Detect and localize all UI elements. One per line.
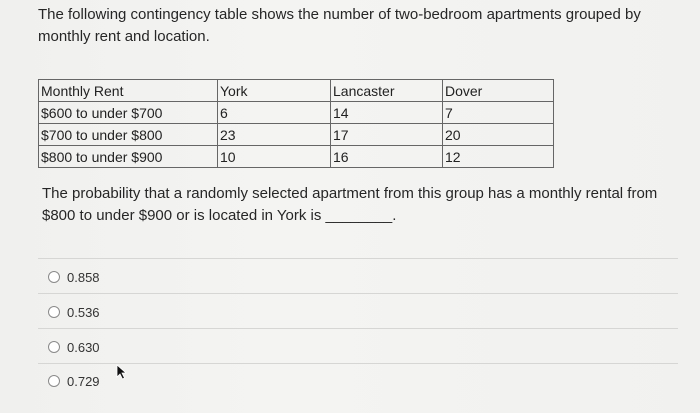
table-cell: 16 [331, 146, 443, 168]
header-lancaster: Lancaster [331, 80, 443, 102]
table-cell: 20 [443, 124, 554, 146]
radio-button[interactable] [48, 375, 60, 387]
table-cell: 12 [443, 146, 554, 168]
table-row [39, 124, 554, 146]
header-york: York [218, 80, 331, 102]
table-cell: 14 [331, 102, 443, 124]
radio-button[interactable] [48, 306, 60, 318]
mouse-pointer-icon [116, 364, 128, 380]
header-monthly-rent: Monthly Rent [39, 80, 218, 102]
table-cell: 17 [331, 124, 443, 146]
radio-button[interactable] [48, 271, 60, 283]
answer-option-label: 0.858 [67, 269, 100, 285]
header-dover: Dover [443, 80, 554, 102]
table-cell: 6 [218, 102, 331, 124]
radio-button[interactable] [48, 341, 60, 353]
divider [38, 258, 678, 259]
answer-option-2[interactable] [48, 302, 100, 322]
probability-question: The probability that a randomly selected apartment from this group has a monthly rental from $800 to under $900 or is located in York is ________. [42, 185, 658, 224]
table-cell: 10 [218, 146, 331, 168]
answer-option-3[interactable] [48, 337, 100, 357]
divider [38, 293, 678, 294]
contingency-table [38, 79, 554, 168]
divider [38, 328, 678, 329]
table-header-row [39, 80, 554, 102]
table-cell: 7 [443, 102, 554, 124]
table-cell: 23 [218, 124, 331, 146]
answer-option-label: 0.630 [67, 339, 100, 355]
divider [38, 363, 678, 364]
question-intro: The following contingency table shows the number of two-bedroom apartments grouped by monthly rent and location. [38, 6, 641, 45]
table-cell: $800 to under $900 [39, 146, 218, 168]
answer-option-label: 0.536 [67, 304, 100, 320]
table-cell: $700 to under $800 [39, 124, 218, 146]
answer-option-1[interactable] [48, 267, 100, 287]
table-cell: $600 to under $700 [39, 102, 218, 124]
table-row [39, 102, 554, 124]
answer-option-4[interactable] [48, 371, 100, 391]
answer-option-label: 0.729 [67, 373, 100, 389]
table-row [39, 146, 554, 168]
